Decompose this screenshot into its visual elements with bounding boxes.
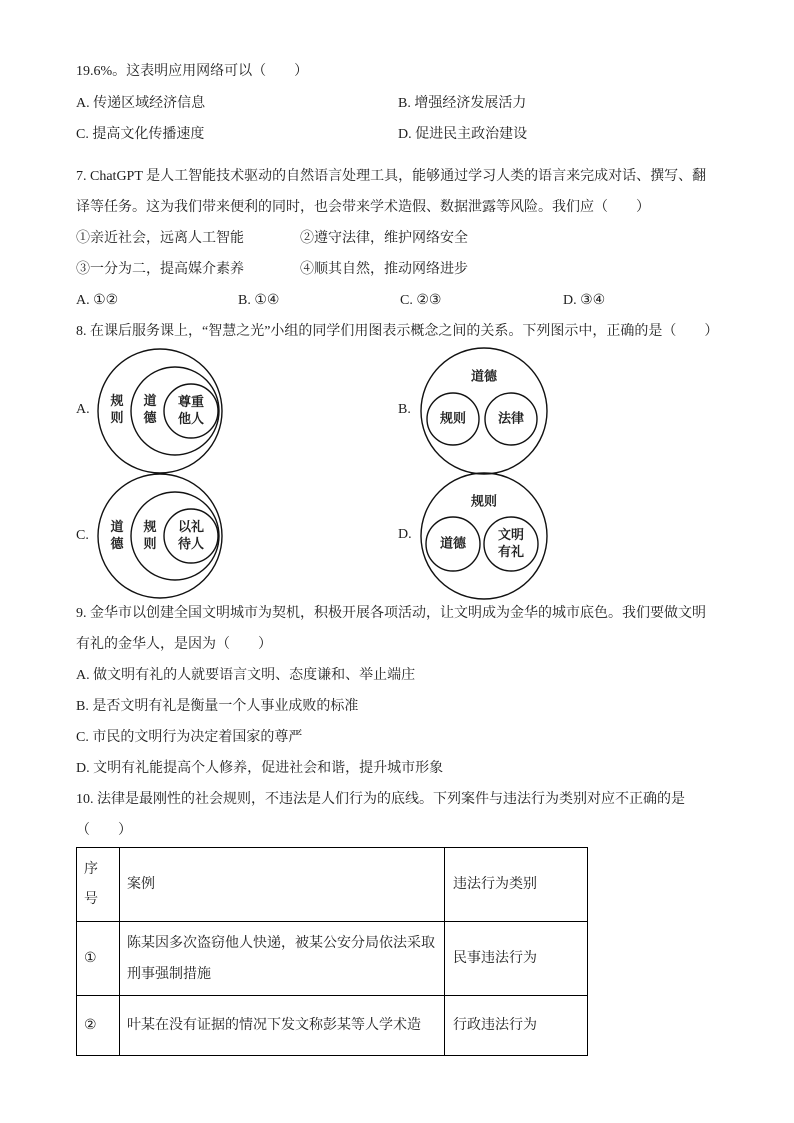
q7-item-1: ①亲近社会，远离人工智能 bbox=[76, 231, 244, 246]
diagram-c-label: C. bbox=[76, 528, 89, 543]
diagram-a-inner-text: 尊重他人 bbox=[177, 395, 204, 427]
table-row bbox=[77, 996, 588, 1056]
row-1-category-cell bbox=[445, 922, 588, 996]
row-1-category: 民事违法行为 bbox=[453, 951, 537, 966]
diagram-d-left-text: 道德 bbox=[439, 536, 467, 552]
header-category-text: 违法行为类别 bbox=[453, 877, 537, 892]
header-cell-number bbox=[77, 848, 120, 922]
q7-item-2: ②遵守法律，维护网络安全 bbox=[300, 231, 468, 246]
q7-stem-line-1: 7. ChatGPT 是人工智能技术驱动的自然语言处理工具，能够通过学习人类的语言来完成对话、撰写、翻 bbox=[76, 169, 707, 184]
row-2-case-cell bbox=[120, 996, 445, 1056]
row-1-case-cell bbox=[120, 922, 445, 996]
q7-stem-line-2: 译等任务。这为我们带来便利的同时，也会带来学术造假、数据泄露等风险。我们应（ ） bbox=[76, 200, 650, 215]
q6-option-d: D. 促进民主政治建设 bbox=[398, 127, 528, 142]
diagram-b-outer-text: 道德 bbox=[470, 369, 498, 385]
q6-option-a: A. 传递区域经济信息 bbox=[76, 96, 206, 111]
diagram-a-middle-text: 道德 bbox=[143, 394, 157, 426]
row-2-case-line-1: 叶某在没有证据的情况下发文称彭某等人学术造 bbox=[127, 1018, 421, 1033]
q8-concept-diagrams bbox=[0, 340, 794, 605]
row-2-category: 行政违法行为 bbox=[453, 1018, 537, 1033]
diagram-c-middle-text: 规则 bbox=[143, 520, 157, 552]
table-header-row bbox=[77, 848, 588, 922]
q9-option-d: D. 文明有礼能提高个人修养，促进社会和谐，提升城市形象 bbox=[76, 761, 444, 776]
q10-case-table bbox=[76, 847, 588, 1056]
q9-option-a: A. 做文明有礼的人就要语言文明、态度谦和、举止端庄 bbox=[76, 668, 416, 683]
row-2-category-cell bbox=[445, 996, 588, 1056]
q7-choice-d: D. ③④ bbox=[563, 293, 606, 308]
q7-item-4: ④顺其自然，推动网络进步 bbox=[300, 262, 468, 277]
header-number-text: 序号 bbox=[84, 861, 98, 907]
q7-choice-c: C. ②③ bbox=[400, 293, 442, 308]
q7-item-3: ③一分为二，提高媒介素养 bbox=[76, 262, 244, 277]
diagram-d-outer-text: 规则 bbox=[470, 494, 498, 510]
q9-option-b: B. 是否文明有礼是衡量一个人事业成败的标准 bbox=[76, 699, 359, 714]
q6-option-c: C. 提高文化传播速度 bbox=[76, 127, 205, 142]
q7-choice-b: B. ①④ bbox=[238, 293, 280, 308]
header-case-text: 案例 bbox=[127, 877, 155, 892]
row-1-number-cell bbox=[77, 922, 120, 996]
q9-stem-line-2: 有礼的金华人，是因为（ ） bbox=[76, 637, 272, 652]
q6-option-b: B. 增强经济发展活力 bbox=[398, 96, 527, 111]
header-cell-category bbox=[445, 848, 588, 922]
q9-stem-line-1: 9. 金华市以创建全国文明城市为契机，积极开展各项活动，让文明成为金华的城市底色。我们要做文明 bbox=[76, 606, 706, 621]
q7-choice-a: A. ①② bbox=[76, 293, 119, 308]
diagram-b-left-text: 规则 bbox=[439, 411, 467, 427]
header-cell-case bbox=[120, 848, 445, 922]
row-2-number-cell bbox=[77, 996, 120, 1056]
diagram-c-outer-text: 道德 bbox=[110, 520, 124, 552]
diagram-d-right-text: 文明有礼 bbox=[497, 528, 524, 560]
diagram-b-right-text: 法律 bbox=[497, 411, 525, 427]
diagram-c-inner-text: 以礼待人 bbox=[177, 520, 204, 552]
row-2-number: ② bbox=[84, 1018, 97, 1033]
q10-stem-line-1: 10. 法律是最刚性的社会规则，不违法是人们行为的底线。下列案件与违法行为类别对应不正确的是 bbox=[76, 792, 685, 807]
row-1-case-line-1: 陈某因多次盗窃他人快递，被某公安分局依法采取 bbox=[127, 935, 435, 951]
row-1-case-line-2: 刑事强制措施 bbox=[127, 966, 211, 982]
q8-stem: 8. 在课后服务课上，“智慧之光”小组的同学们用图表示概念之间的关系。下列图示中，正确的是（ ） bbox=[76, 324, 719, 339]
row-1-number: ① bbox=[84, 951, 97, 966]
q6-stem: 19.6%。这表明应用网络可以（ ） bbox=[76, 64, 309, 79]
q10-stem-line-2: （ ） bbox=[76, 823, 132, 838]
diagram-a-outer-text: 规则 bbox=[110, 394, 124, 426]
diagram-d-label: D. bbox=[398, 527, 412, 542]
diagram-b-label: B. bbox=[398, 402, 411, 417]
table-row bbox=[77, 922, 588, 996]
diagram-a-label: A. bbox=[76, 402, 90, 417]
q9-option-c: C. 市民的文明行为决定着国家的尊严 bbox=[76, 730, 303, 745]
